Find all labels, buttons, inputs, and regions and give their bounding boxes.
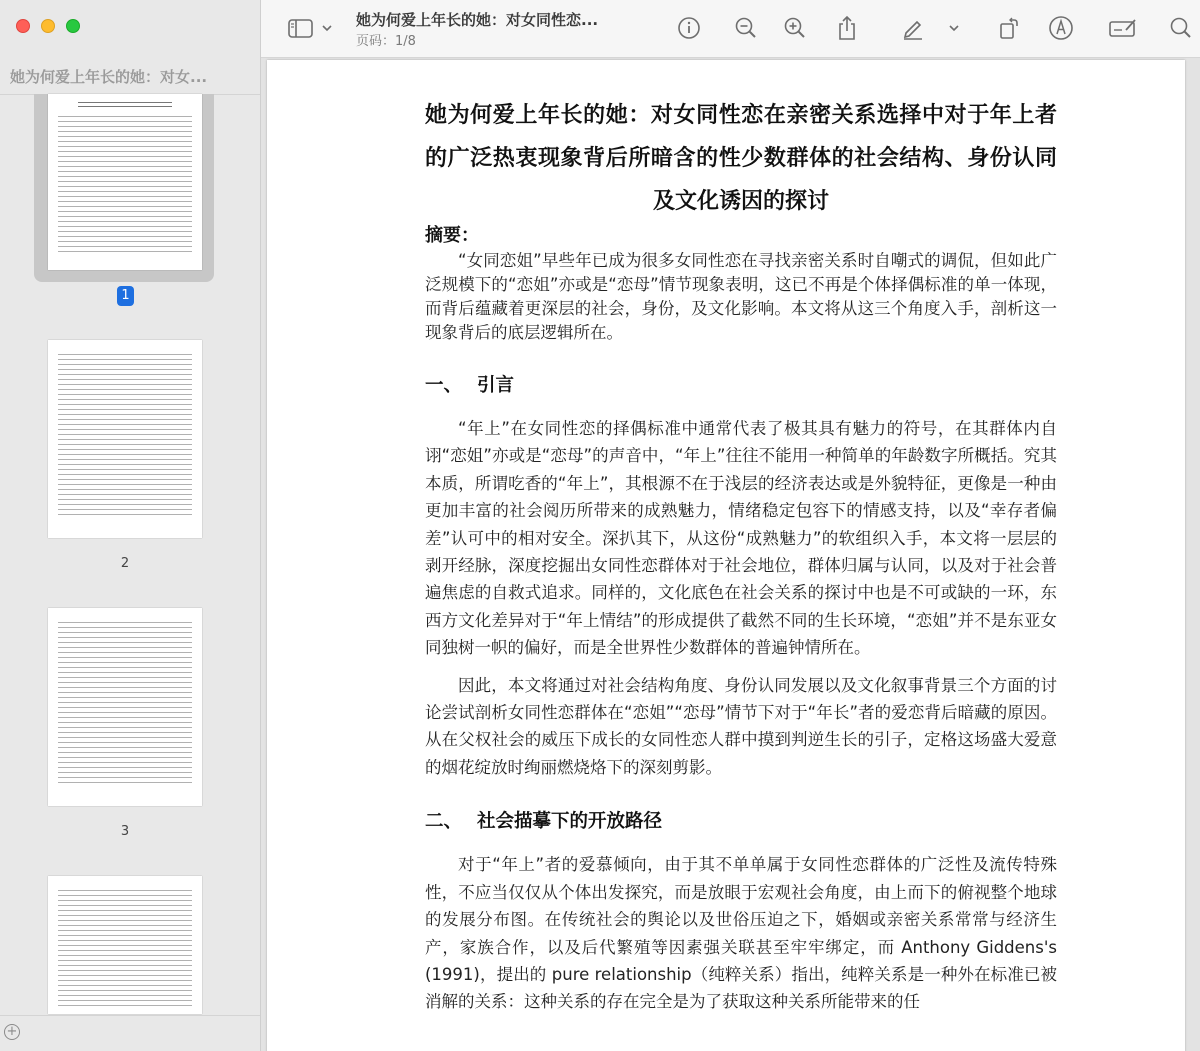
paper-title: 她为何爱上年长的她：对女同性恋在亲密关系选择中对于年上者的广泛热衷现象背后所暗含的性少数群体的社会结构、身份认同及文化诱因的探讨: [425, 102, 1057, 214]
body-paragraph: 因此，本文将通过对社会结构角度、身份认同发展以及文化叙事背景三个方面的讨论尝试剖析女同性恋群体在“恋姐”“恋母”情节下对于“年长”者的爱恋背后暗藏的原因。从在父权社会的威压下成长的女同性恋人群中摸到判逆生长的引子，定格这场盛大爱意的烟花绽放时绚丽燃烧烙下的深刻剪影。: [425, 675, 1057, 777]
toolbar: [261, 0, 1200, 58]
zoom-out-button[interactable]: [732, 14, 760, 42]
page-content: [425, 94, 1057, 1016]
search-button[interactable]: [1167, 14, 1195, 42]
markup-button[interactable]: [899, 14, 927, 42]
sidebar-bottom-divider: [0, 1015, 260, 1016]
document-title: 她为何爱上年长的她：对女同性恋...: [356, 11, 599, 29]
info-icon: [677, 16, 701, 40]
section-number: 一、: [425, 375, 463, 396]
zoom-in-button[interactable]: [781, 14, 809, 42]
share-icon: [835, 15, 859, 41]
info-button[interactable]: [675, 14, 703, 42]
abstract-paragraph: “女同恋姐”早些年已成为很多女同性恋在寻找亲密关系时自嘲式的调侃，但如此广泛规模下的“恋姐”亦或是“恋母”情节现象表明，这已不再是个体择偶标准的单一体现，而背后蕴藏着更深层的社会，身份，及文化影响。本文将从这三个角度入手，剖析这一现象背后的底层逻辑所在。: [425, 251, 1057, 342]
section-heading: [425, 371, 1057, 397]
sidebar-toggle-button[interactable]: [285, 14, 335, 42]
page-number-label: 2: [120, 556, 130, 571]
minimize-window-button[interactable]: [41, 19, 55, 33]
section-title: 引言: [477, 375, 515, 396]
chevron-down-icon: [947, 23, 961, 33]
section-title: 社会描摹下的开放路径: [477, 811, 663, 833]
pen-icon: [901, 16, 925, 40]
page-thumbnail-1[interactable]: [48, 94, 202, 270]
form-fill-button[interactable]: [1107, 14, 1139, 42]
annotate-icon: [1048, 15, 1074, 41]
highlight-button[interactable]: [1047, 14, 1075, 42]
sidebar: [0, 0, 261, 1051]
close-window-button[interactable]: [16, 19, 30, 33]
search-icon: [1169, 16, 1193, 40]
rotate-button[interactable]: [995, 14, 1023, 42]
add-page-icon[interactable]: +: [4, 1024, 20, 1040]
sidebar-document-title: 她为何爱上年长的她：对女...: [10, 68, 208, 86]
zoom-in-icon: [783, 16, 807, 40]
section-number: 二、: [425, 811, 463, 833]
page-number-selected: 1: [117, 286, 134, 306]
markup-options-button[interactable]: [945, 14, 963, 42]
share-button[interactable]: [833, 14, 861, 42]
document-viewport[interactable]: [261, 58, 1200, 1051]
zoom-out-icon: [734, 16, 758, 40]
section-heading: [425, 807, 1057, 833]
rotate-icon: [997, 16, 1021, 40]
abstract-heading: 摘要：: [425, 225, 479, 246]
page-thumbnail-2[interactable]: [48, 340, 202, 538]
sidebar-icon: [285, 17, 335, 39]
maximize-window-button[interactable]: [66, 19, 80, 33]
page-number-label: 3: [120, 824, 130, 839]
pdf-page: [267, 60, 1185, 1051]
page-thumbnail-4[interactable]: [48, 876, 202, 1014]
body-paragraph: 对于“年上”者的爱慕倾向，由于其不单单属于女同性恋群体的广泛性及流传特殊性，不应当仅仅从个体出发探究，而是放眼于宏观社会角度，由上而下的俯视整个地球的发展分布图。在传统社会的舆论以及世俗压迫之下，婚姻或亲密关系常常与经济生产，家族合作，以及后代繁殖等因素强关联甚至牢牢绑定，而 Anthony Giddens's (1991)，提出的 pure relationship（纯粹关系）指出，纯粹关系是一种外在标准已被消解的关系：这种关系的存在完全是为了获取这种关系所能带来的任: [425, 855, 1057, 1012]
page-thumbnail-3[interactable]: [48, 608, 202, 806]
page-indicator: 页码：1/8: [356, 34, 416, 49]
form-icon: [1108, 16, 1138, 40]
body-paragraph: “年上”在女同性恋的择偶标准中通常代表了极其具有魅力的符号，在其群体内自诩“恋姐”亦或是“恋母”的声音中，“年上”往往不能用一种简单的年龄数字所概括。究其本质，所谓吃香的“年上”，其根源不在于浅层的经济表达或是外貌特征，更像是一种由更加丰富的社会阅历所带来的成熟魅力，情绪稳定包容下的情感支持，以及“幸存者偏差”认可中的相对安全。深扒其下，从这份“成熟魅力”的软组织入手，本文将一层层的剥开经脉，深度挖掘出女同性恋群体对于社会地位，群体归属与认同，以及对于社会普遍焦虑的自救式追求。同样的，文化底色在社会关系的探讨中也是不可或缺的一环，东西方文化差异对于“年上情结”的形成提供了截然不同的生长环境，“恋姐”并不是东亚女同独树一帜的偏好，而是全世界性少数群体的普遍钟情所在。: [425, 419, 1057, 658]
